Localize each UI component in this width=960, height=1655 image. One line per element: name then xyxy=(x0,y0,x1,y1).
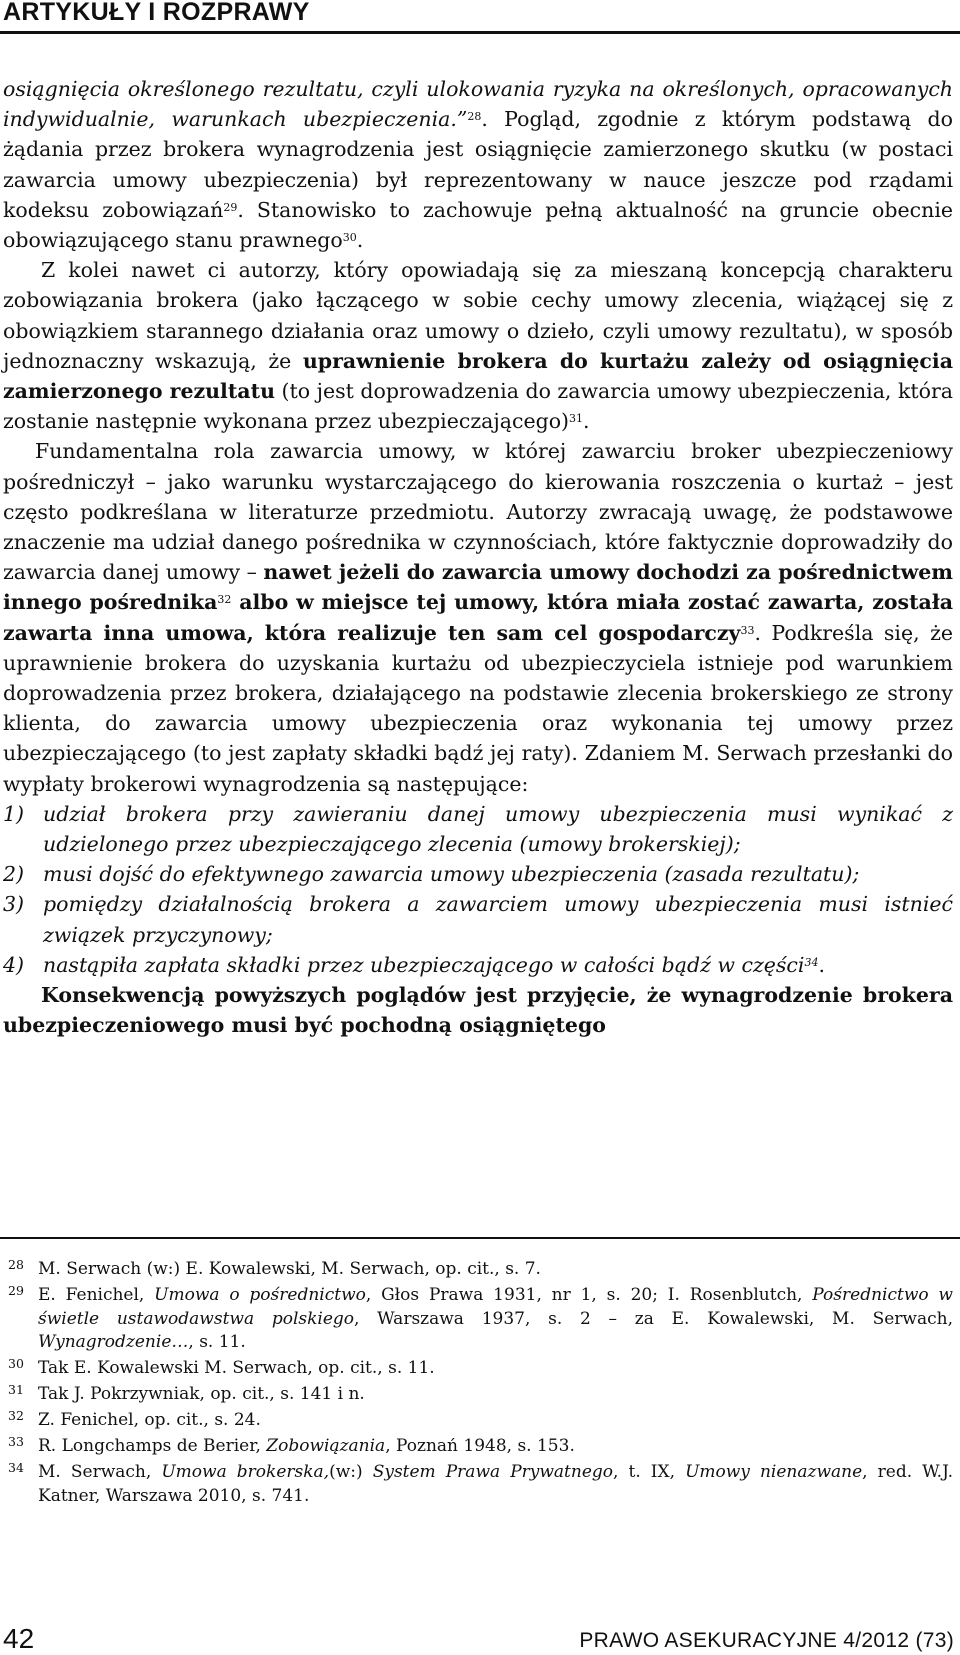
footnote-ref-28[interactable]: 28 xyxy=(467,110,482,124)
footnote-31 xyxy=(8,1383,953,1407)
paragraph-3-bold-2: albo w miejsce tej umowy, która miała zostać zawarta, została zawarta inna umowa, która realizuje ten sam cel gospodarczy xyxy=(3,590,953,645)
footnote-text: R. Longchamps de Berier, xyxy=(38,1436,267,1456)
paragraph-3-bold-1: nawet jeżeli do zawarcia umowy dochodzi za pośrednictwem innego pośrednika xyxy=(3,560,953,615)
footnote-rule xyxy=(0,1237,960,1239)
list-number: 2) xyxy=(3,862,25,887)
paragraph-2 xyxy=(3,255,953,436)
footnote-text: , red. W.J. Katner, Warszawa 2010, s. 741. xyxy=(38,1462,953,1506)
footnote-number: 33 xyxy=(8,1434,24,1449)
footnote-text: Tak E. Kowalewski M. Serwach, op. cit., s. 11. xyxy=(38,1358,435,1378)
footnote-34 xyxy=(8,1461,953,1508)
paragraph-3-text: Fundamentalna rola zawarcia umowy, w której zawarciu broker ubezpieczeniowy pośredniczył – jako warunku wystarczającego do kierowania roszczenia o kurtaż – jest często podkreślana w literaturze przedmiotu. Autorzy zwracają uwagę, że podstawowe znaczenie ma udział danego pośrednika w czynnościach, które faktycznie doprowadziły do zawarcia danej umowy – xyxy=(3,439,953,585)
footnote-ref-29[interactable]: 29 xyxy=(223,200,238,214)
list-text: udział brokera przy zawieraniu danej umowy ubezpieczenia musi wynikać z udzielonego przez ubezpieczającego zlecenia (umowy brokerskiej); xyxy=(43,801,953,857)
footnote-text: , Poznań 1948, s. 153. xyxy=(385,1436,575,1456)
footnote-30 xyxy=(8,1357,953,1381)
footnote-text: M. Serwach, xyxy=(38,1462,162,1482)
list-item xyxy=(3,799,953,859)
footnote-text: Tak J. Pokrzywniak, op. cit., s. 141 i n. xyxy=(38,1384,365,1404)
footnote-number: 30 xyxy=(8,1356,24,1371)
footnote-title: Pośrednictwo w świetle ustawodawstwa polskiego xyxy=(38,1285,953,1329)
list-item xyxy=(3,950,953,980)
footnote-text: , Warszawa 1937, s. 2 – za E. Kowalewski, M. Serwach, xyxy=(354,1308,953,1329)
footnote-title: Umowa o pośrednictwo xyxy=(154,1285,366,1305)
list-number: 4) xyxy=(3,952,25,977)
footnote-text: Z. Fenichel, op. cit., s. 24. xyxy=(38,1410,261,1430)
footnotes xyxy=(8,1258,953,1511)
paragraph-1-end: . xyxy=(356,228,364,253)
journal-name: PRAWO ASEKURACYJNE 4/2012 (73) xyxy=(579,1629,954,1652)
quote-italic: osiągnięcia określonego rezultatu, czyli ulokowania ryzyka na określonych, opracowanych indywidualnie, warunkach ubezpieczenia.” xyxy=(3,77,953,132)
footnote-ref-33[interactable]: 33 xyxy=(740,623,755,637)
page-number: 42 xyxy=(3,1623,35,1654)
footnote-title: Umowy nienazwane xyxy=(685,1462,863,1482)
footnote-title: System Prawa Prywatnego xyxy=(372,1462,614,1482)
list-item xyxy=(3,859,953,889)
paragraph-1-text-2: . Stanowisko to zachowuje pełną aktualność na gruncie obecnie obowiązującego stanu prawnego xyxy=(3,197,954,253)
footnote-number: 29 xyxy=(8,1283,24,1298)
header-rule xyxy=(0,31,960,34)
footnote-text: E. Fenichel, xyxy=(38,1285,155,1305)
list-number: 3) xyxy=(3,892,25,917)
footnote-number: 34 xyxy=(8,1460,24,1475)
footnote-title: Umowa brokerska, xyxy=(161,1462,330,1482)
article-body xyxy=(3,74,953,1041)
footnote-number: 32 xyxy=(8,1408,24,1423)
paragraph-4-bold: Konsekwencją powyższych poglądów jest przyjęcie, że wynagrodzenie brokera ubezpieczeniowego musi być pochodną osiągniętego xyxy=(3,983,953,1038)
list-item xyxy=(3,889,953,949)
footnote-ref-32[interactable]: 32 xyxy=(217,593,232,607)
footnote-28 xyxy=(8,1258,953,1282)
footnote-text: (w:) xyxy=(329,1462,373,1482)
paragraph-1-text: . Pogląd, zgodnie z którym podstawą do żądania przez brokera wynagrodzenia jest osiągnięcie zamierzonego skutku (w postaci zawarcia umowy ubezpieczenia) był reprezentowany w nauce jeszcze pod rządami kodeksu zobowiązań xyxy=(3,107,954,222)
footnote-text: , s. 11. xyxy=(188,1332,246,1352)
list-text: pomiędzy działalnością brokera a zawarciem umowy ubezpieczenia musi istnieć związek przyczynowy; xyxy=(43,892,953,947)
footnote-text: , t. IX, xyxy=(613,1462,686,1482)
paragraph-2-bold: uprawnienie brokera do kurtażu zależy od osiągnięcia zamierzonego rezultatu xyxy=(3,348,953,404)
footnote-title: Zobowiązania xyxy=(266,1436,386,1456)
footnote-32 xyxy=(8,1409,953,1433)
conditions-list xyxy=(3,799,953,980)
list-text: musi dojść do efektywnego zawarcia umowy ubezpieczenia (zasada rezultatu); xyxy=(43,862,860,887)
footnote-29 xyxy=(8,1284,953,1355)
footnote-title: Wynagrodzenie… xyxy=(38,1332,189,1352)
paragraph-2-end: . xyxy=(583,409,590,434)
paragraph-3 xyxy=(3,436,953,798)
footnote-ref-30[interactable]: 30 xyxy=(342,231,357,245)
footnote-ref-31[interactable]: 31 xyxy=(569,412,584,426)
paragraph-2-rest: (to jest doprowadzenia do zawarcia umowy ubezpieczenia, która zostanie następnie wykonana przez ubezpieczającego) xyxy=(3,379,953,434)
paragraph-2-text: Z kolei nawet ci autorzy, który opowiadają się za mieszaną koncepcją charakteru zobowiązania brokera (jako łączącego w sobie cechy umowy zlecenia, wiążącej się z obowiązkiem starannego działania oraz umowy o dzieło, czyli umowy rezultatu), w sposób jednoznaczny wskazują, że xyxy=(3,258,953,373)
paragraph-3-rest: . Podkreśla się, że uprawnienie brokera do uzyskania kurtażu od ubezpieczyciela istnieje pod warunkiem doprowadzenia przez brokera, działającego na podstawie zlecenia brokerskiego ze strony klienta, do zawarcia umowy ubezpieczenia oraz wykonania tej umowy przez ubezpieczającego (to jest zapłaty składki bądź jej raty). Zdaniem M. Serwach przesłanki do wypłaty brokerowi wynagrodzenia są następujące: xyxy=(3,620,954,796)
footnote-text: M. Serwach (w:) E. Kowalewski, M. Serwach, op. cit., s. 7. xyxy=(38,1259,541,1279)
footnote-number: 31 xyxy=(8,1382,24,1397)
list-end: . xyxy=(818,952,825,977)
paragraph-1 xyxy=(3,74,953,255)
footnote-ref-34[interactable]: 34 xyxy=(804,955,819,969)
list-number: 1) xyxy=(3,801,25,826)
section-title: ARTYKUŁY I ROZPRAWY xyxy=(3,0,310,26)
footnote-text: , Głos Prawa 1931, nr 1, s. 20; I. Rosenblutch, xyxy=(365,1285,813,1305)
footnote-number: 28 xyxy=(8,1257,24,1272)
list-text: nastąpiła zapłata składki przez ubezpieczającego w całości bądź w części xyxy=(43,952,805,977)
footnote-33 xyxy=(8,1435,953,1459)
paragraph-4 xyxy=(3,980,953,1040)
